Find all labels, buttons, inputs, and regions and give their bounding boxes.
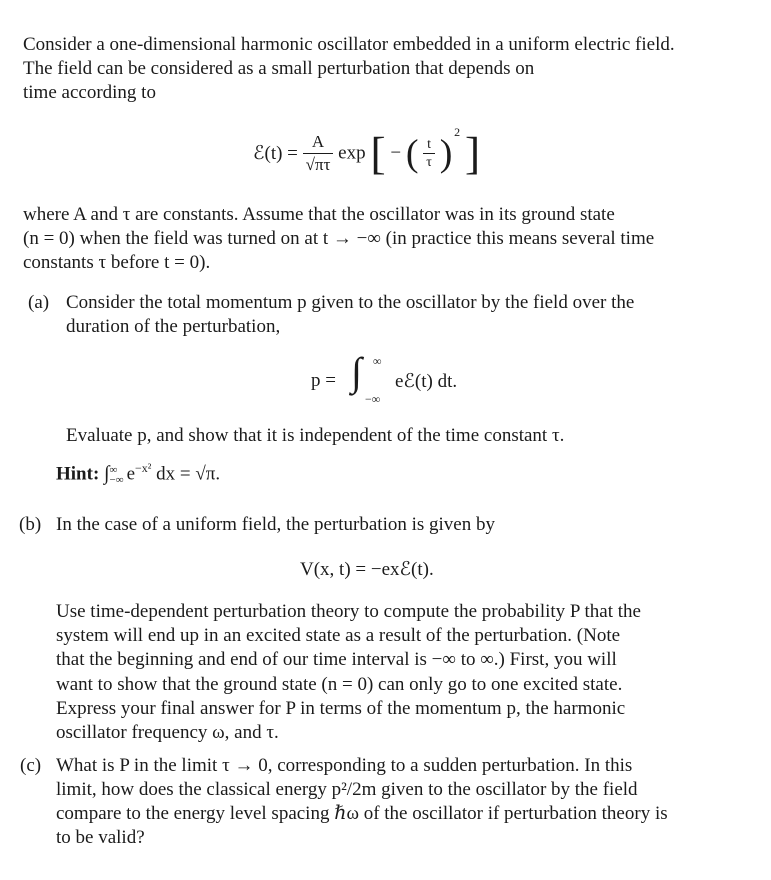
eq-a-lower: −∞ <box>365 392 381 406</box>
part-b-label: (b) <box>19 514 42 535</box>
eq1-power: 2 <box>454 125 461 139</box>
eq1-numerator: A <box>303 131 334 154</box>
part-c-line-3: compare to the energy level spacing ℏω of the oscillator if perturbation theory is <box>56 803 668 824</box>
field-equation <box>253 125 480 185</box>
eq-a-integral: ∫ <box>351 349 362 394</box>
intro-line-3: time according to <box>23 82 156 103</box>
hint-limits <box>110 465 124 485</box>
eq1-lhs: ℰ(t) = <box>253 143 298 165</box>
part-c-line-4: to be valid? <box>56 827 145 848</box>
after-eq-line-3: constants τ before t = 0). <box>23 252 211 273</box>
part-b-line-1: In the case of a uniform field, the perturbation is given by <box>56 514 495 535</box>
eq1-paren-close: ) <box>439 132 453 175</box>
eq1-bracket-close: ] <box>464 127 481 179</box>
eq1-bracket-open: [ <box>370 127 386 179</box>
hint-body: e <box>126 463 135 485</box>
part-a-line-2: duration of the perturbation, <box>66 316 281 337</box>
part-b-line-4: that the beginning and end of our time interval is −∞ to ∞.) First, you will <box>56 649 617 670</box>
eq1-denominator: √πτ <box>305 155 331 175</box>
hint-rest: dx = √π. <box>151 463 221 485</box>
part-b-line-5: want to show that the ground state (n = 0) can only go to one excited state. <box>56 674 623 695</box>
part-c-label: (c) <box>20 755 42 776</box>
eq1-minus: − <box>390 142 402 164</box>
part-b-line-7: oscillator frequency ω, and τ. <box>56 722 279 743</box>
hint-label: Hint: <box>56 463 100 485</box>
part-a-line-1: Consider the total momentum p given to the oscillator by the field over the <box>66 292 635 313</box>
perturbation-equation: V(x, t) = −exℰ(t). <box>300 559 434 580</box>
part-a-evaluate: Evaluate p, and show that it is independent of the time constant τ. <box>66 425 565 446</box>
eq1-inner-den: τ <box>426 155 432 171</box>
part-a-label: (a) <box>28 292 50 313</box>
intro-line-2: The field can be considered as a small perturbation that depends on <box>23 58 535 79</box>
hint-exponent: −x² <box>135 461 152 475</box>
hint-lower: −∞ <box>109 474 124 487</box>
hint-upper: ∞ <box>109 464 118 477</box>
part-c-line-2: limit, how does the classical energy p²/2m given to the oscillator by the field <box>56 779 638 800</box>
eq1-paren-open: ( <box>405 132 419 175</box>
part-b-line-3: system will end up in an excited state as a result of the perturbation. (Note <box>56 625 621 646</box>
after-eq-line-1: where A and τ are constants. Assume that the oscillator was in its ground state <box>23 204 615 225</box>
intro-line-1: Consider a one-dimensional harmonic oscillator embedded in a uniform electric field. <box>23 34 675 55</box>
eq-a-integrand: eℰ(t) dt. <box>395 371 458 392</box>
eq1-fraction <box>303 131 334 176</box>
hint-integral: ∫ <box>104 462 110 485</box>
part-b-line-6: Express your final answer for P in terms of the momentum p, the harmonic <box>56 698 626 719</box>
part-a-hint <box>56 456 220 486</box>
part-b-line-2: Use time-dependent perturbation theory to compute the probability P that the <box>56 601 641 622</box>
after-eq-line-2: (n = 0) when the field was turned on at t → −∞ (in practice this means several time <box>23 228 655 249</box>
eq1-exp: exp <box>338 142 366 164</box>
eq-a-lhs: p = <box>311 370 336 391</box>
eq1-inner-num: t <box>423 136 435 154</box>
eq1-inner-fraction <box>423 136 435 171</box>
part-c-line-1: What is P in the limit τ → 0, corresponding to a sudden perturbation. In this <box>56 755 633 776</box>
eq-a-upper: ∞ <box>373 354 382 368</box>
